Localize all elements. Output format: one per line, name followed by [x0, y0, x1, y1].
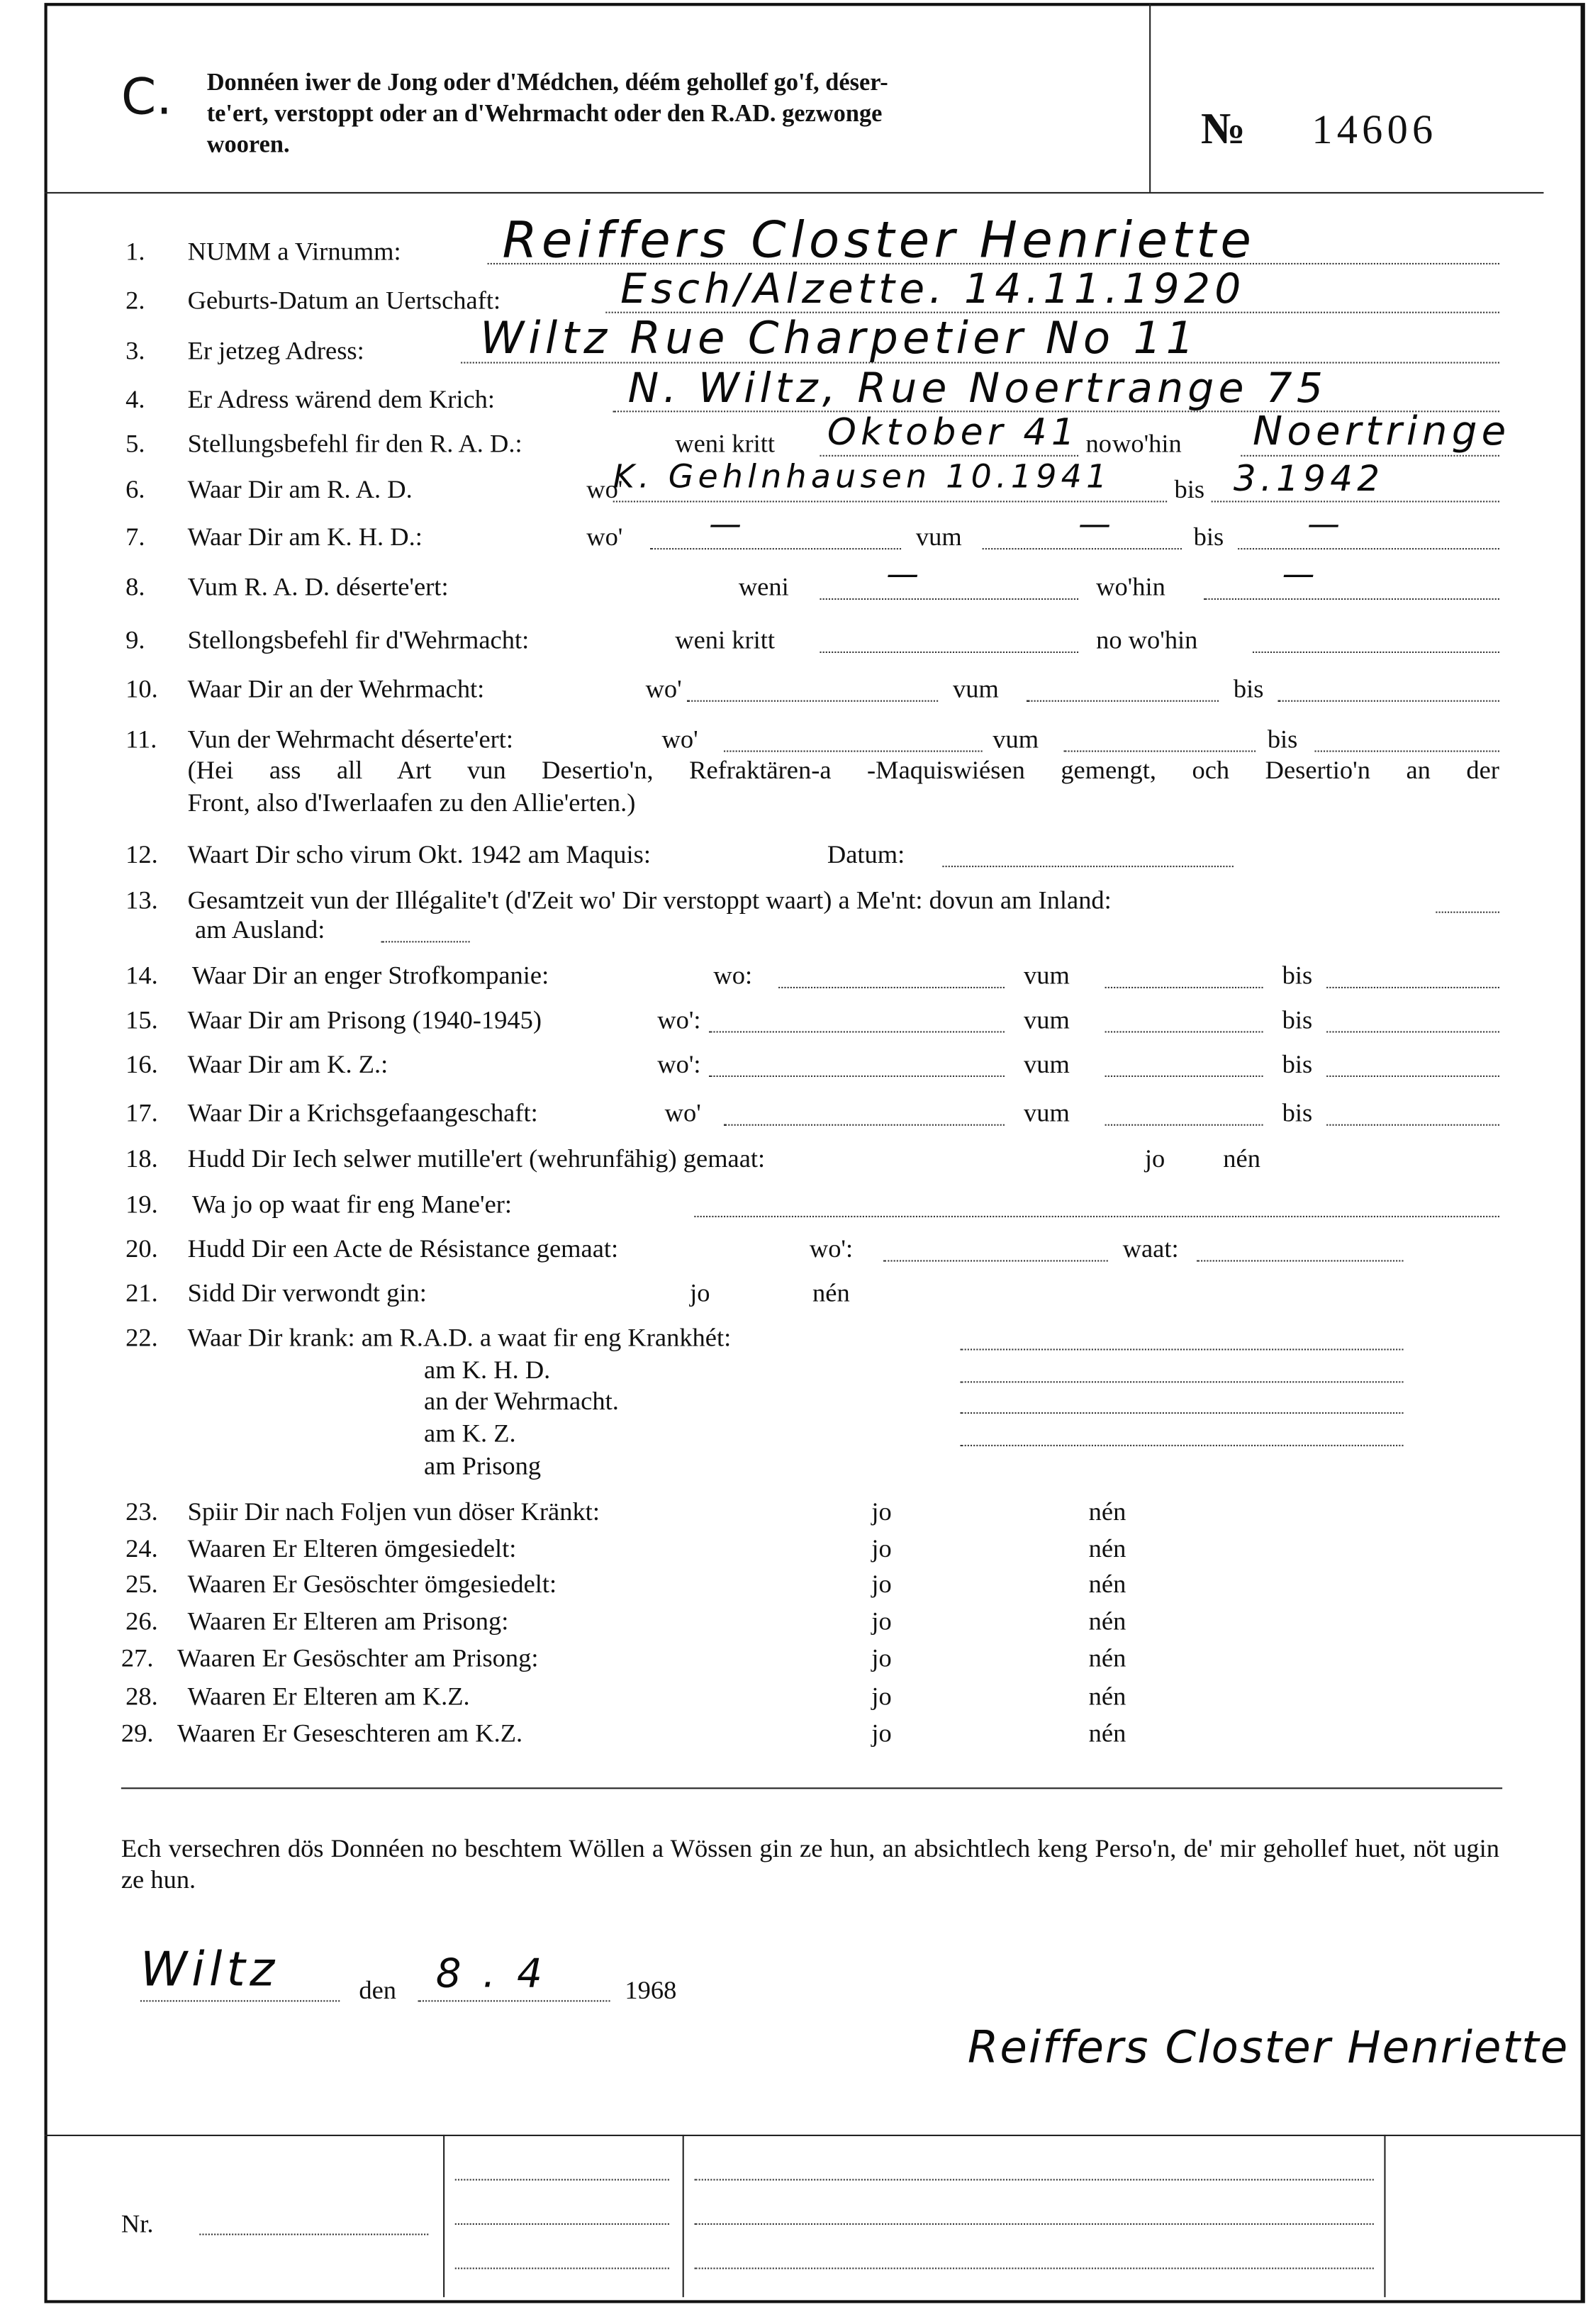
row-input-field[interactable] [687, 700, 938, 702]
row-field-label: jo [690, 1278, 710, 1308]
row-field-label: wo': [657, 1004, 701, 1034]
place-field[interactable] [140, 2000, 340, 2001]
row-number: 8. [125, 571, 145, 602]
row-field-label: am K. H. D. [424, 1354, 551, 1385]
row-input-field[interactable] [960, 1381, 1403, 1382]
row-field-label: jo [871, 1643, 892, 1672]
row-input-field[interactable] [709, 1076, 1005, 1077]
handwritten-entry: — [1307, 506, 1345, 544]
row-input-field[interactable] [883, 1260, 1108, 1261]
row-field-label: am K. Z. [424, 1418, 516, 1448]
row-number: 20. [125, 1233, 158, 1263]
row-field-label: wo': [657, 1049, 701, 1079]
row-number: 5. [125, 428, 145, 458]
row-field-label: jo [871, 1681, 892, 1711]
handwritten-entry: Noertringe [1252, 409, 1511, 455]
row-field-label: bis [1267, 724, 1298, 754]
row-number: 4. [125, 384, 145, 414]
row-field-label: vum [915, 521, 962, 552]
row-field-label: no [1085, 428, 1112, 458]
row-field-label: jo [871, 1718, 892, 1748]
row-field-label: wo'hin [1112, 428, 1182, 458]
row-input-field[interactable] [381, 941, 470, 942]
row-input-field[interactable] [960, 1412, 1403, 1414]
footer-field[interactable] [455, 2267, 669, 2269]
row-field-label: nén [1088, 1681, 1126, 1711]
row-field-label: vum [1024, 1004, 1070, 1034]
row-input-field[interactable] [650, 548, 901, 549]
header-title-line-2: te'ert, verstoppt oder an d'Wehrmacht oder den R.AD. gezwonge [206, 99, 883, 128]
row-number: 13. [125, 885, 158, 915]
row-input-field[interactable] [724, 751, 983, 752]
row-field-label: jo [871, 1533, 892, 1563]
row-number: 9. [125, 625, 145, 655]
row-field-label: weni [738, 571, 789, 602]
row-field-label: nén [1223, 1143, 1260, 1173]
row-label: Hudd Dir een Acte de Résistance gemaat: [187, 1233, 619, 1263]
row-label: Waaren Er Elteren am K.Z. [187, 1681, 470, 1711]
row-number: 25. [125, 1568, 158, 1599]
row-field-label: nén [1088, 1568, 1126, 1599]
handwritten-entry: Wiltz Rue Charpetier No 11 [480, 313, 1199, 365]
row-field-label: wo' [664, 1097, 701, 1127]
row-number: 23. [125, 1496, 158, 1526]
row-input-field[interactable] [942, 866, 1233, 867]
row-field-label: waat: [1122, 1233, 1179, 1263]
row-field-label: vum [1024, 1049, 1070, 1079]
row-field-label: wo' [586, 521, 623, 552]
declaration-text: Ech versechren dös Donnéen no beschtem Wöllen a Wössen gin ze hun, an absichtlech keng Perso'n, de' mir gehollef huet, nöt ugin ze hun. [121, 1833, 1499, 1894]
row-field-label: nén [1088, 1533, 1126, 1563]
row-field-label: nén [812, 1278, 850, 1308]
footer-col-divider-2 [683, 2135, 684, 2297]
row-field-label: Datum: [827, 839, 905, 869]
row-number: 28. [125, 1681, 158, 1711]
row-number: 21. [125, 1278, 158, 1308]
row-label: Waaren Er Gesöschter ömgesiedelt: [187, 1568, 557, 1599]
number-sign: № [1201, 104, 1246, 154]
row-input-field[interactable] [1197, 1260, 1404, 1261]
row-label: Waar Dir a Krichsgefaangeschaft: [187, 1097, 538, 1127]
footer-field[interactable] [694, 2223, 1374, 2225]
signature: Reiffers Closter Henriette [967, 2022, 1570, 2074]
row-input-field[interactable] [1314, 751, 1499, 752]
row-number: 27. [121, 1643, 154, 1672]
date-handwritten: 8 . 4 [435, 1951, 547, 1998]
row-field-label: jo [871, 1605, 892, 1636]
row-field-label: bis [1282, 1004, 1313, 1034]
header-title-line-1: Donnéen iwer de Jong oder d'Médchen, déém gehollef go'f, déser- [206, 67, 888, 96]
row-field-label: jo [871, 1496, 892, 1526]
handwritten-entry: 3.1942 [1233, 457, 1385, 500]
handwritten-entry: — [886, 557, 924, 594]
row-field-label: wo: [713, 960, 753, 990]
row-field-label: am Ausland: [195, 914, 325, 944]
row-input-field[interactable] [820, 652, 1078, 653]
row-number: 18. [125, 1143, 158, 1173]
row-label: Waar Dir am K. H. D.: [187, 521, 423, 552]
row-label: Spiir Dir nach Foljen vun döser Kränkt: [187, 1496, 600, 1526]
nr-field[interactable] [199, 2234, 428, 2235]
footer-field[interactable] [455, 2179, 669, 2180]
row-input-field[interactable] [960, 1348, 1403, 1350]
row-input-field[interactable] [1063, 751, 1256, 752]
row-field-label: bis [1193, 521, 1224, 552]
row-field-label: weni kritt [675, 428, 776, 458]
row-field-label: nén [1088, 1643, 1126, 1672]
row-field-label: no wo'hin [1096, 625, 1198, 655]
row-field-label: vum [952, 674, 999, 703]
declaration-rule [121, 1787, 1502, 1789]
row-label: Sidd Dir verwondt gin: [187, 1278, 427, 1308]
row-label: Waar Dir am R. A. D. [187, 474, 413, 504]
footer-field[interactable] [694, 2267, 1374, 2269]
row-field-label: am Prisong [424, 1451, 542, 1480]
handwritten-entry: K. Gehlnhausen 10.1941 [613, 459, 1112, 497]
row-field-label: bis [1282, 960, 1313, 990]
footer-field[interactable] [455, 2223, 669, 2225]
note-line-2: Front, also d'Iwerlaafen zu den Allie'erten.) [187, 787, 636, 817]
row-field-label: wo' [645, 674, 682, 703]
row-input-field[interactable] [1027, 700, 1219, 702]
row-input-field[interactable] [1253, 652, 1499, 653]
row-field-label: jo [1144, 1143, 1165, 1173]
row-number: 12. [125, 839, 158, 869]
row-field-label: wo' [586, 474, 623, 504]
row-field-label: bis [1282, 1049, 1313, 1079]
row-input-field[interactable] [960, 1445, 1403, 1446]
row-number: 14. [125, 960, 158, 990]
row-number: 11. [125, 724, 157, 754]
footer-col-divider-1 [443, 2135, 444, 2297]
row-number: 16. [125, 1049, 158, 1079]
handwritten-entry: Esch/Alzette. 14.11.1920 [620, 264, 1246, 313]
row-number: 15. [125, 1004, 158, 1034]
row-label: Waar Dir am Prisong (1940-1945) [187, 1004, 542, 1034]
row-label: Vum R. A. D. déserte'ert: [187, 571, 449, 602]
note-line-1: (Hei ass all Art vun Desertio'n, Refraktären-a -Maquiswiésen gemengt, och Desertio'n an der [187, 754, 1499, 785]
row-input-field[interactable] [1326, 1124, 1499, 1126]
handwritten-entry: Reiffers Closter Henriette [502, 211, 1256, 271]
row-number: 19. [125, 1189, 158, 1219]
row-field-label: nén [1088, 1718, 1126, 1748]
row-number: 2. [125, 285, 145, 315]
row-label: Waart Dir scho virum Okt. 1942 am Maquis: [187, 839, 651, 869]
place-handwritten: Wiltz [140, 1940, 279, 1998]
row-field-label: wo'hin [1096, 571, 1165, 602]
row-input-field[interactable] [820, 598, 1078, 600]
row-label: Hudd Dir Iech selwer mutille'ert (wehrunfähig) gemaat: [187, 1143, 766, 1173]
row-field-label: bis [1174, 474, 1205, 504]
row-input-field[interactable] [1326, 1031, 1499, 1032]
row-input-field[interactable] [613, 501, 1167, 502]
form-number: 14606 [1312, 108, 1438, 154]
row-field-label: bis [1282, 1097, 1313, 1127]
row-label: Waaren Er Elteren ömgesiedelt: [187, 1533, 517, 1563]
row-label: NUMM a Virnumm: [187, 236, 401, 267]
row-input-field[interactable] [1277, 700, 1499, 702]
row-number: 6. [125, 474, 145, 504]
row-input-field[interactable] [983, 548, 1182, 549]
row-number: 29. [121, 1718, 154, 1748]
row-input-field[interactable] [724, 1124, 1005, 1126]
row-label: Geburts-Datum an Uertschaft: [187, 285, 501, 315]
header-divider [1149, 3, 1151, 192]
row-input-field[interactable] [1326, 987, 1499, 988]
row-label: Waaren Er Elteren am Prisong: [187, 1605, 509, 1636]
date-field[interactable] [418, 2000, 610, 2001]
row-field-label: vum [1024, 960, 1070, 990]
row-number: 1. [125, 236, 145, 267]
row-label: Waar Dir am K. Z.: [187, 1049, 388, 1079]
row-field-label: wo': [809, 1233, 854, 1263]
row-field-label: bis [1233, 674, 1264, 703]
section-letter: C. [121, 67, 172, 128]
row-input-field[interactable] [1105, 1031, 1263, 1032]
row-input-field[interactable] [1105, 1124, 1263, 1126]
row-number: 3. [125, 335, 145, 365]
row-input-field[interactable] [709, 1031, 1005, 1032]
row-label: Waar Dir an der Wehrmacht: [187, 674, 485, 703]
row-number: 26. [125, 1605, 158, 1636]
row-number: 24. [125, 1533, 158, 1563]
footer-rule [45, 2135, 1581, 2136]
handwritten-entry: N. Wiltz, Rue Noertrange 75 [627, 363, 1328, 413]
handwritten-entry: — [709, 506, 747, 544]
row-field-label: vum [992, 724, 1039, 754]
nr-label: Nr. [121, 2208, 154, 2238]
den-label: den [359, 1974, 397, 2005]
footer-field[interactable] [694, 2179, 1374, 2180]
handwritten-entry: — [1282, 557, 1319, 594]
row-input-field[interactable] [1326, 1076, 1499, 1077]
row-input-field[interactable] [1212, 501, 1499, 502]
handwritten-entry: Oktober 41 [827, 410, 1080, 454]
row-label: Er Adress wärend dem Krich: [187, 384, 496, 414]
handwritten-entry: — [1078, 506, 1116, 544]
row-field-label: vum [1024, 1097, 1070, 1127]
row-label: Er jetzeg Adress: [187, 335, 364, 365]
row-field-label: an der Wehrmacht. [424, 1385, 619, 1416]
row-input-field[interactable] [1204, 598, 1499, 600]
row-field-label: wo' [661, 724, 698, 754]
row-number: 10. [125, 674, 158, 703]
row-label: Waar Dir an enger Strofkompanie: [191, 960, 549, 990]
row-label: Stellungsbefehl fir den R. A. D.: [187, 428, 522, 458]
row-label: Gesamtzeit vun der Illégalite't (d'Zeit wo' Dir verstoppt waart) a Me'nt: dovun am Inland: [187, 885, 1112, 915]
row-label: Wa jo op waat fir eng Mane'er: [191, 1189, 513, 1219]
row-label: Vun der Wehrmacht déserte'ert: [187, 724, 514, 754]
row-field-label: nén [1088, 1605, 1126, 1636]
row-input-field[interactable] [1105, 987, 1263, 988]
row-input-field[interactable] [778, 987, 1005, 988]
row-number: 22. [125, 1322, 158, 1352]
row-field-label: nén [1088, 1496, 1126, 1526]
row-field-label: jo [871, 1568, 892, 1599]
header-title-line-3: wooren. [206, 130, 290, 158]
footer-col-divider-3 [1384, 2135, 1385, 2297]
row-number: 17. [125, 1097, 158, 1127]
row-number: 7. [125, 521, 145, 552]
row-input-field[interactable] [1436, 912, 1499, 913]
row-label: Waaren Er Geseschteren am K.Z. [177, 1718, 523, 1748]
row-label: Stellongsbefehl fir d'Wehrmacht: [187, 625, 530, 655]
row-input-field[interactable] [1238, 548, 1499, 549]
row-input-field[interactable] [694, 1216, 1499, 1217]
row-field-label: weni kritt [675, 625, 776, 655]
year-label: 1968 [625, 1974, 677, 2005]
row-label: Waar Dir krank: am R.A.D. a waat fir eng Krankhét: [187, 1322, 732, 1352]
row-input-field[interactable] [1105, 1076, 1263, 1077]
header-rule [45, 192, 1544, 194]
row-label: Waaren Er Gesöschter am Prisong: [177, 1643, 539, 1672]
